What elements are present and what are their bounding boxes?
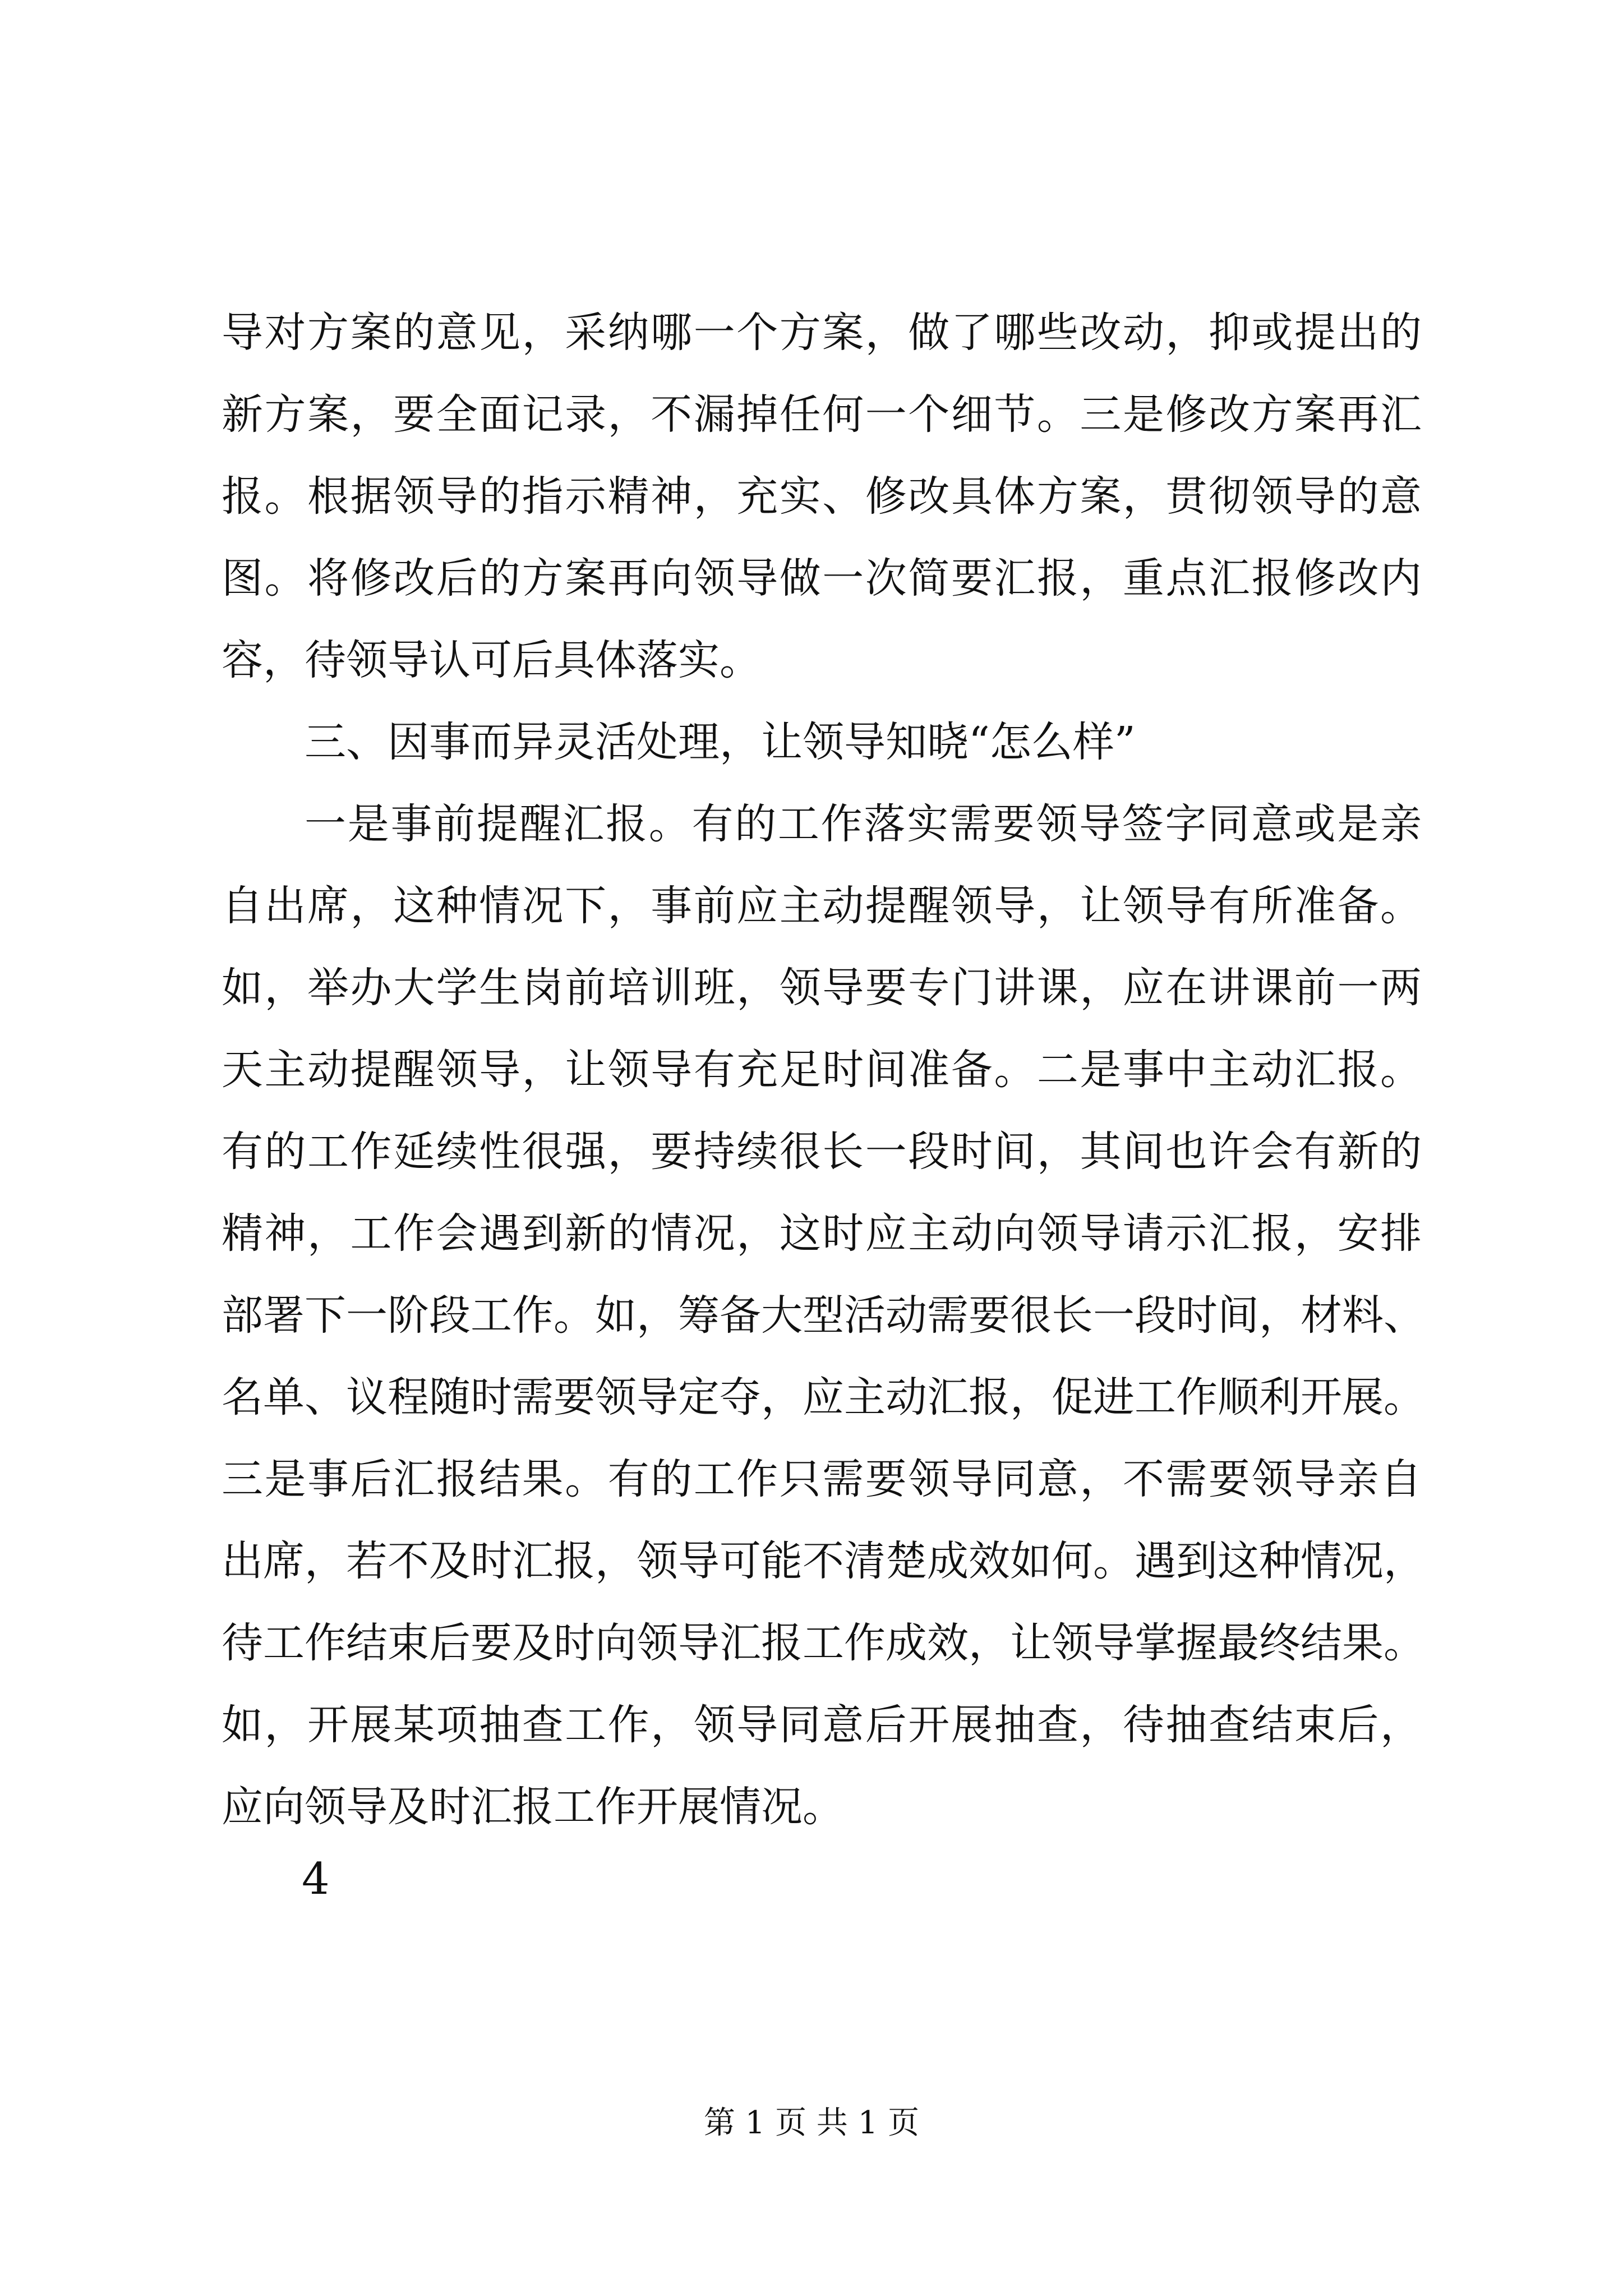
text-line-17: 待工作结束后要及时向领导汇报工作成效，让领导掌握最终结果。	[222, 1619, 1425, 1667]
page-number: 4	[302, 1854, 330, 1904]
text-line-15: 三是事后汇报结果。有的工作只需要领导同意，不需要领导亲自	[222, 1455, 1422, 1503]
body-text	[222, 292, 1425, 1848]
text-line-5: 容，待领导认可后具体落实。	[222, 636, 761, 684]
text-line-13: 部署下一阶段工作。如，筹备大型活动需要很长一段时间，材料、	[222, 1291, 1425, 1340]
text-line-19: 应向领导及时汇报工作开展情况。	[222, 1783, 844, 1831]
text-line-1: 导对方案的意见，采纳哪一个方案，做了哪些改动，抑或提出的	[222, 309, 1422, 357]
text-line-9: 如，举办大学生岗前培训班，领导要专门讲课，应在讲课前一两	[222, 964, 1422, 1012]
section-heading: 三、因事而异灵活处理，让领导知晓“怎么样”	[305, 718, 1136, 766]
text-line-11: 有的工作延续性很强，要持续很长一段时间，其间也许会有新的	[222, 1128, 1422, 1176]
text-line-14: 名单、议程随时需要领导定夺，应主动汇报，促进工作顺利开展。	[222, 1373, 1425, 1421]
text-line-4: 图。将修改后的方案再向领导做一次简要汇报，重点汇报修改内	[222, 554, 1422, 602]
page-footer: 第 1 页 共 1 页	[703, 2105, 920, 2141]
text-line-18: 如，开展某项抽查工作，领导同意后开展抽查，待抽查结束后，	[222, 1701, 1422, 1749]
text-line-12: 精神，工作会遇到新的情况，这时应主动向领导请示汇报，安排	[222, 1209, 1422, 1258]
text-line-10: 天主动提醒领导，让领导有充足时间准备。二是事中主动汇报。	[222, 1046, 1422, 1094]
text-line-3: 报。根据领导的指示精神，充实、修改具体方案，贯彻领导的意	[222, 472, 1422, 521]
text-line-8: 自出席，这种情况下，事前应主动提醒领导，让领导有所准备。	[222, 882, 1422, 930]
text-line-7: 一是事前提醒汇报。有的工作落实需要领导签字同意或是亲	[305, 800, 1422, 848]
text-line-16: 出席，若不及时汇报，领导可能不清楚成效如何。遇到这种情况，	[222, 1537, 1425, 1585]
text-line-2: 新方案，要全面记录，不漏掉任何一个细节。三是修改方案再汇	[222, 390, 1422, 439]
